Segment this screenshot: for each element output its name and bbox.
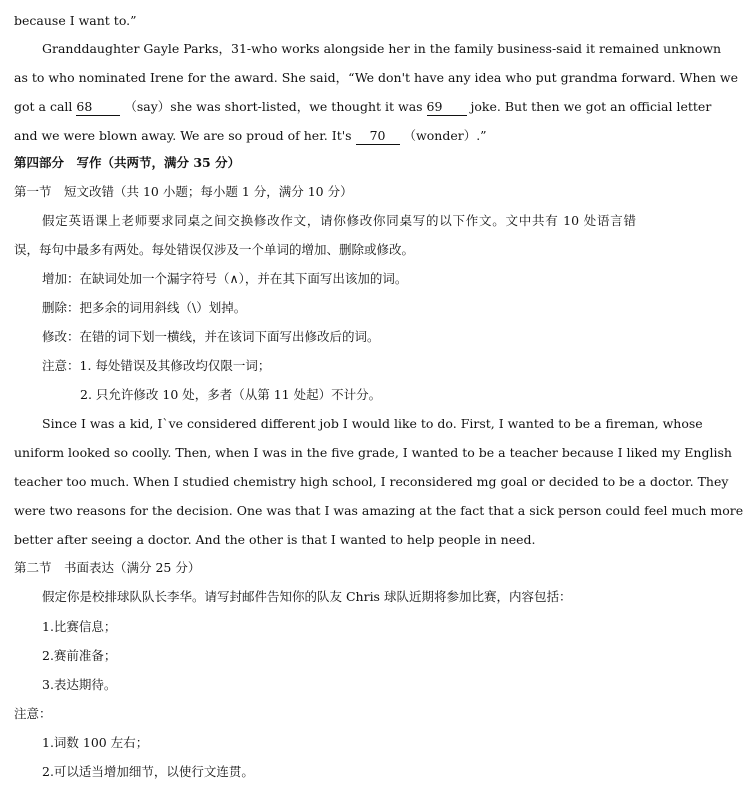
passage-paragraph-line: Granddaughter Gayle Parks，31-who works alongside her in the family business-said it remained unknown [42,41,722,56]
blank-69[interactable]: 69 [427,99,467,116]
note-1: 注意：1. 每处错误及其修改均仅限一词； [42,358,271,373]
notes-label: 注意： [14,706,52,721]
note-2: 2. 只允许修改 10 处，多者（从第 11 处起）不计分。 [80,387,382,402]
passage-text: and we were blown away. We are so proud of her. It's [14,128,352,143]
passage-paragraph-line [14,128,636,145]
passage-text: got a call [14,99,73,114]
section1-instruction-line: 误，每句中最多有两处。每处错误仅涉及一个单词的增加、删除或修改。 [14,242,415,257]
passage-text: （wonder）.” [403,128,487,143]
blank-68[interactable]: 68 [76,99,120,116]
passage-paragraph-line: as to who nominated Irene for the award. She said，“We don't have any idea who put grandma forward. When we [14,70,739,85]
rule-modify: 修改：在错的词下划一横线，并在该词下面写出修改后的词。 [42,329,380,344]
rule-add: 增加：在缺词处加一个漏字符号（∧），并在其下面写出该加的词。 [42,271,408,286]
note-item: 1.词数 100 左右； [42,735,149,750]
section1-heading: 第一节 短文改错（共 10 小题；每小题 1 分，满分 10 分） [14,184,353,199]
section1-instruction-line: 假定英语课上老师要求同桌之间交换修改作文，请你修改你同桌写的以下作文。文中共有 10 处语言错 [42,213,636,228]
passage-paragraph-line [14,99,712,116]
section2-heading: 第二节 书面表达（满分 25 分） [14,560,201,575]
essay-line: uniform looked so coolly. Then, when I was in the five grade, I wanted to be a teacher because I liked my English [14,445,732,460]
essay-line: were two reasons for the decision. One was that I was amazing at the fact that a sick person could feel much more [14,503,743,518]
writing-prompt: 假定你是校排球队队长李华。请写封邮件告知你的队友 Chris 球队近期将参加比赛，内容包括： [42,589,572,604]
rule-delete: 删除：把多余的词用斜线（\）划掉。 [42,300,247,315]
passage-text: joke. But then we got an official letter [470,99,712,114]
essay-line: Since I was a kid, I`ve considered different job I would like to do. First, I wanted to be a fireman, whose [42,416,703,431]
essay-line: better after seeing a doctor. And the other is that I wanted to help people in need. [14,532,536,547]
essay-line: teacher too much. When I studied chemistry high school, I reconsidered mg goal or decided to be a doctor. They [14,474,729,489]
prompt-item: 2.赛前准备； [42,648,117,663]
passage-end-line: because I want to.” [14,13,137,28]
part4-heading: 第四部分 写作（共两节，满分 35 分） [14,155,241,170]
note-item: 2.可以适当增加细节，以使行文连贯。 [42,764,254,779]
blank-70[interactable]: 70 [356,128,400,145]
prompt-item: 3.表达期待。 [42,677,117,692]
passage-text: （say）she was short-listed，we thought it was [124,99,423,114]
prompt-item: 1.比赛信息； [42,619,117,634]
